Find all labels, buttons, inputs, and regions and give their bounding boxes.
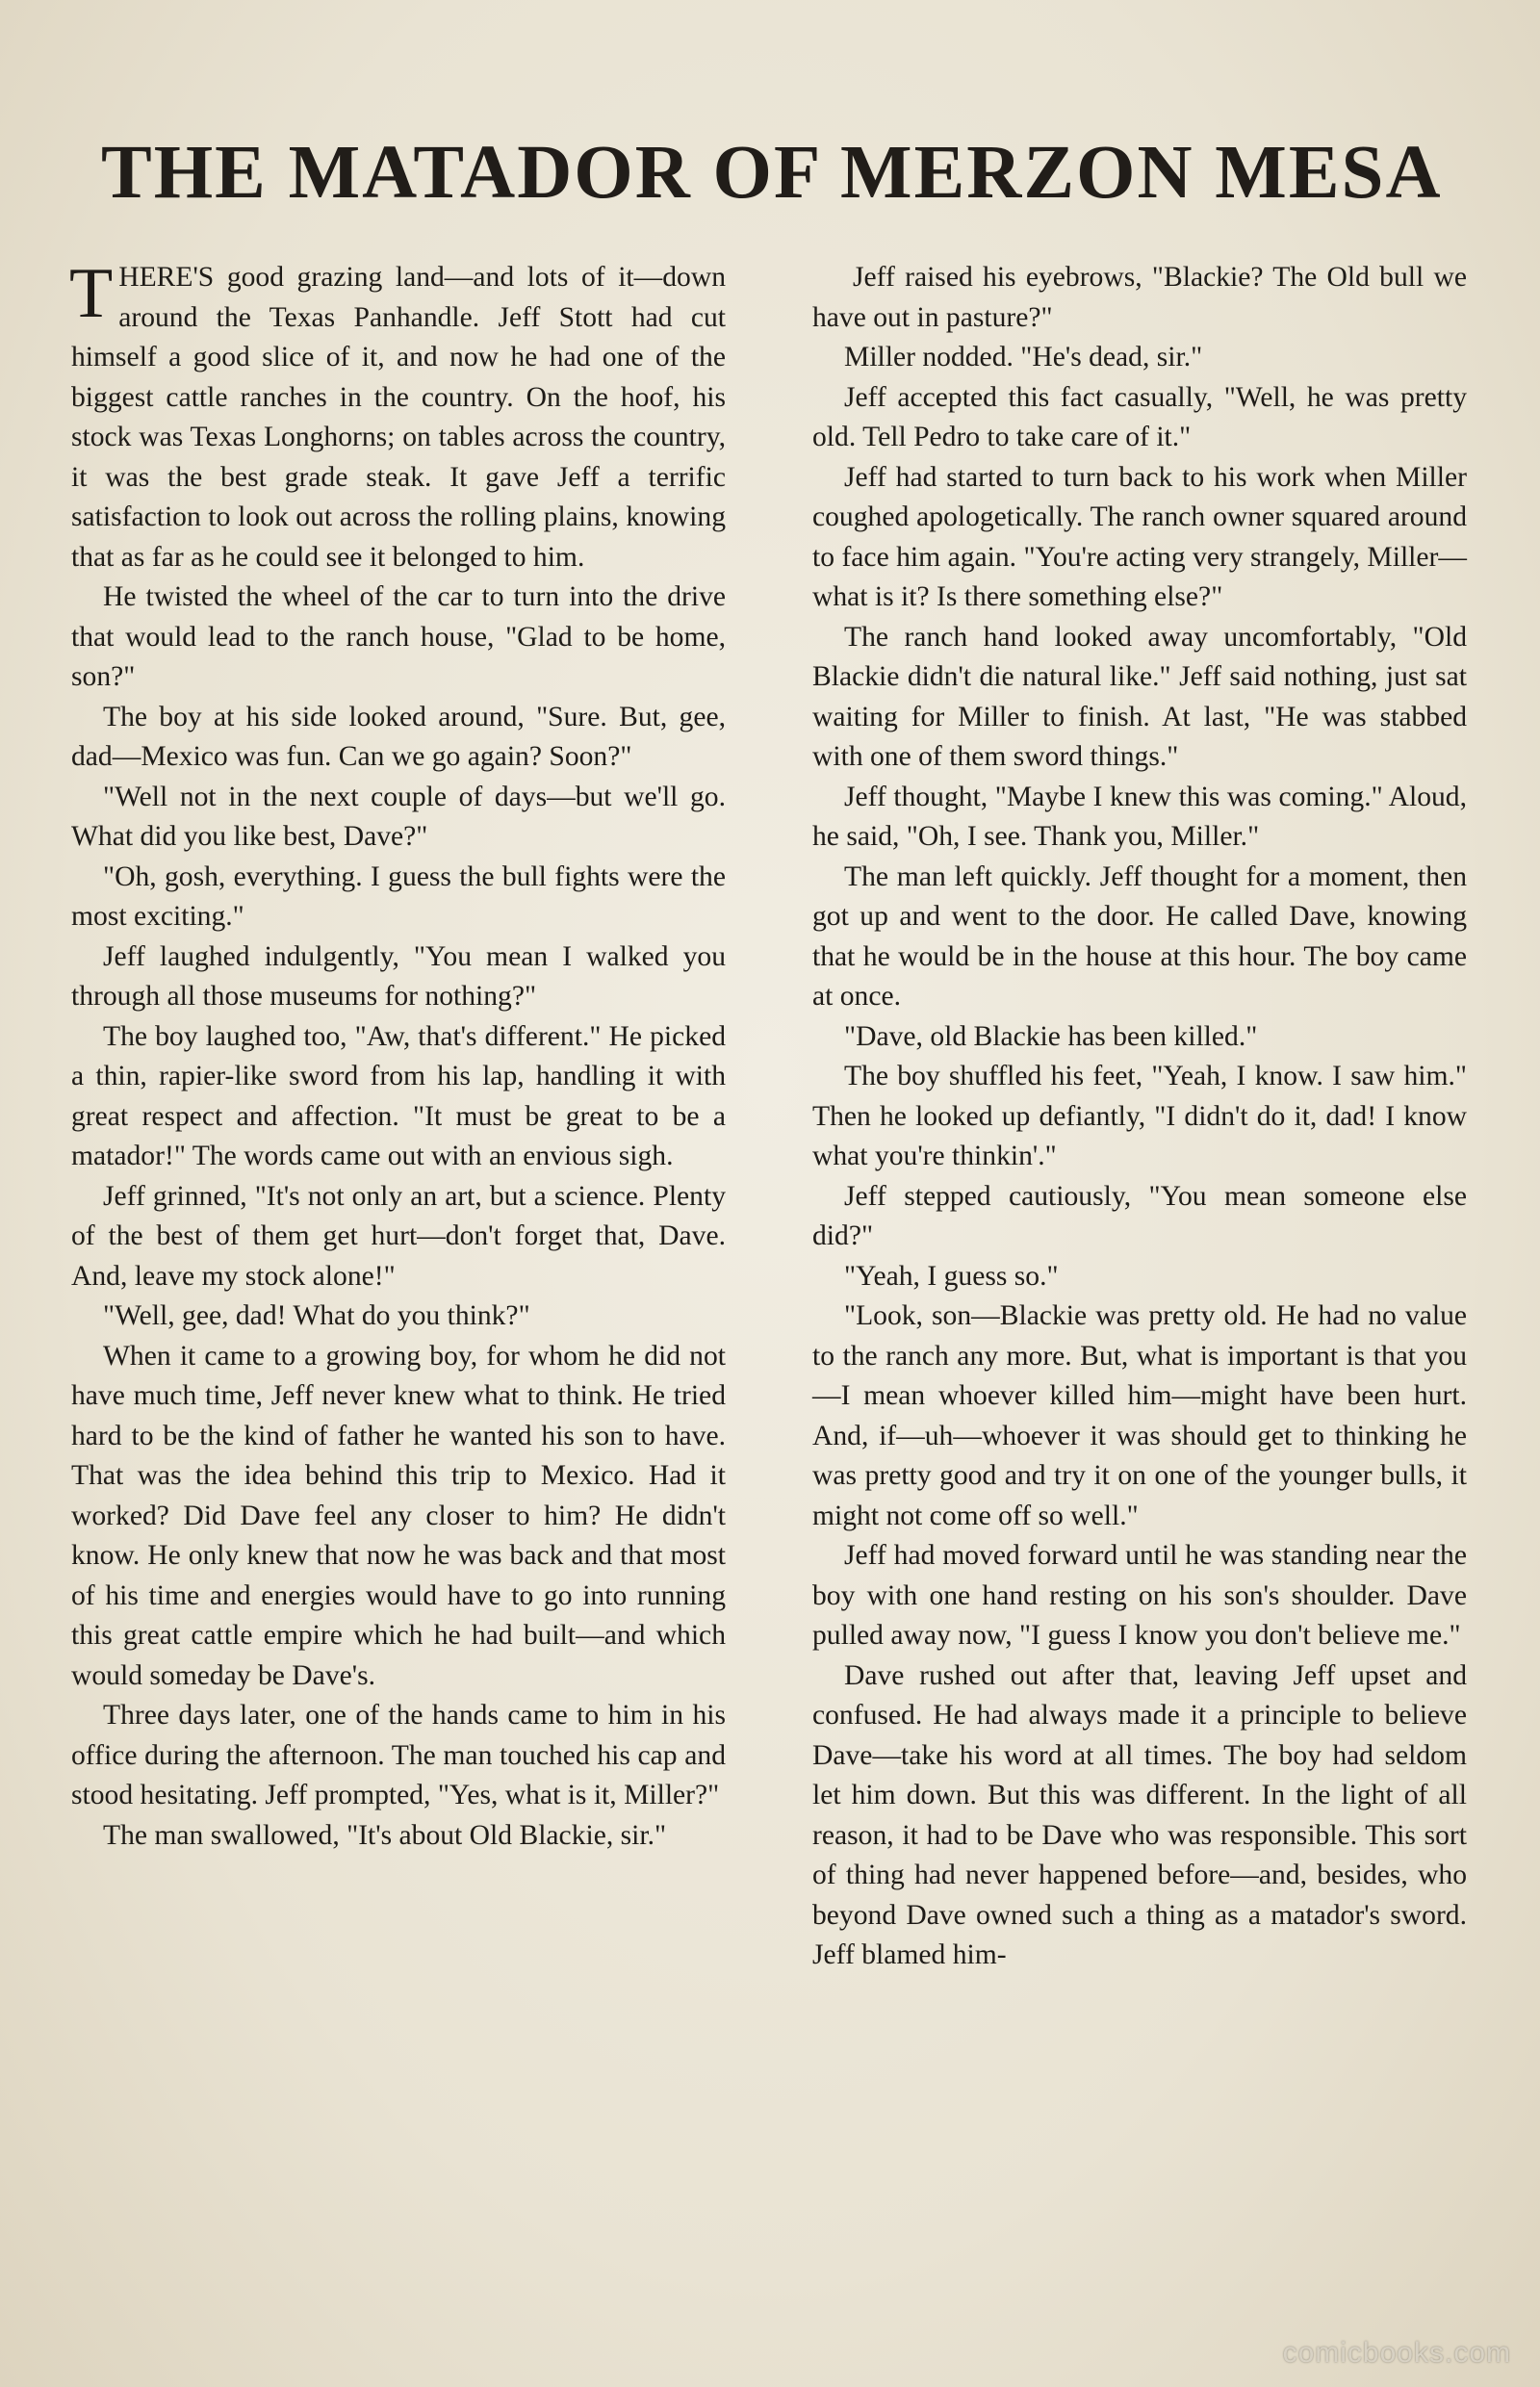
paragraph xyxy=(69,254,726,578)
paragraph: Jeff accepted this fact casually, "Well, he was pretty old. Tell Pedro to take care of it." xyxy=(812,381,1467,452)
paragraph: Miller nodded. "He's dead, sir." xyxy=(844,342,1203,372)
paragraph: The boy shuffled his feet, "Yeah, I know. I saw him." Then he looked up defiantly, "I didn't do it, dad! I know what you're thinkin'." xyxy=(812,1061,1467,1171)
paragraph: "Well not in the next couple of days—but we'll go. What did you like best, Dave?" xyxy=(71,781,726,852)
story-title: THE MATADOR OF MERZON MESA xyxy=(101,131,1443,215)
paragraph: Jeff raised his eyebrows, "Blackie? The Old bull we have out in pasture?" xyxy=(812,262,1467,333)
paragraph: Jeff stepped cautiously, "You mean someone else did?" xyxy=(812,1180,1467,1251)
drop-cap: T xyxy=(69,254,114,333)
paragraph: The ranch hand looked away uncomfortably, "Old Blackie didn't die natural like." Jeff said nothing, just sat waiting for Miller to finish. At last, "He was stabbed with one of them sword things." xyxy=(812,621,1467,772)
paragraph: The boy at his side looked around, "Sure. But, gee, dad—Mexico was fun. Can we go again? Soon?" xyxy=(71,701,726,772)
paragraph-text: HERE'S good grazing land—and lots of it—down around the Texas Panhandle. Jeff Stott had cut himself a good slice of it, and now he had one of the biggest cattle ranches in the country. On the hoof, his stock was Texas Longhorns; on tables across the country, it was the best grade steak. It gave Jeff a terrific satisfaction to look out across the rolling plains, knowing that as far as he could see it belonged to him. xyxy=(71,262,726,573)
paragraph: Jeff had started to turn back to his work when Miller coughed apologetically. The ranch owner squared around to face him again. "You're acting very strangely, Miller—what is it? Is there something else?" xyxy=(812,461,1467,612)
paragraph: "Look, son—Blackie was pretty old. He had no value to the ranch any more. But, what is important is that you—I mean whoever killed him—might have been hurt. And, if—uh—whoever it was should get to thinking he was pretty good and try it on one of the younger bulls, it might not come off so well." xyxy=(812,1300,1467,1531)
paragraph: Three days later, one of the hands came to him in his office during the afternoon. The man touched his cap and stood hesitating. Jeff prompted, "Yes, what is it, Miller?" xyxy=(71,1700,726,1810)
paragraph: He twisted the wheel of the car to turn into the drive that would lead to the ranch house, "Glad to be home, son?" xyxy=(71,581,726,692)
paragraph: "Well, gee, dad! What do you think?" xyxy=(103,1300,530,1331)
right-column xyxy=(812,258,1467,1976)
paragraph: Jeff laughed indulgently, "You mean I walked you through all those museums for nothing?" xyxy=(71,940,726,1012)
paragraph: "Oh, gosh, everything. I guess the bull fights were the most exciting." xyxy=(71,860,726,932)
paragraph: The man left quickly. Jeff thought for a moment, then got up and went to the door. He called Dave, knowing that he would be in the house at this hour. The boy came at once. xyxy=(812,860,1467,1012)
paragraph: Jeff had moved forward until he was standing near the boy with one hand resting on his son's shoulder. Dave pulled away now, "I guess I know you don't believe me." xyxy=(812,1540,1467,1651)
paragraph: Dave rushed out after that, leaving Jeff upset and confused. He had always made it a principle to believe Dave—take his word at all times. The boy had seldom let him down. But this was different. In the light of all reason, it had to be Dave who was responsible. This sort of thing had never happened before—and, besides, who beyond Dave owned such a thing as a matador's sword. Jeff blamed him- xyxy=(812,1659,1467,1970)
paragraph: When it came to a growing boy, for whom he did not have much time, Jeff never knew what to think. He tried hard to be the kind of father he wanted his son to have. That was the idea behind this trip to Mexico. Had it worked? Did Dave feel any closer to him? He didn't know. He only knew that now he was back and that most of his time and energies would have to go into running this great cattle empire which he had built—and which would someday be Dave's. xyxy=(71,1340,726,1691)
left-column xyxy=(69,254,726,1856)
paragraph: The man swallowed, "It's about Old Blackie, sir." xyxy=(103,1819,667,1851)
paragraph: "Yeah, I guess so." xyxy=(844,1260,1059,1292)
paragraph: "Dave, old Blackie has been killed." xyxy=(844,1020,1258,1052)
paragraph: Jeff grinned, "It's not only an art, but a science. Plenty of the best of them get hurt—don't forget that, Dave. And, leave my stock alone!" xyxy=(71,1180,726,1292)
paragraph: The boy laughed too, "Aw, that's different." He picked a thin, rapier-like sword from his lap, handling it with great respect and affection. "It must be great to be a matador!" The words came out with an envious sigh. xyxy=(71,1020,726,1171)
watermark: comicbooks.com xyxy=(1282,2337,1511,2369)
paragraph: Jeff thought, "Maybe I knew this was coming." Aloud, he said, "Oh, I see. Thank you, Miller." xyxy=(812,781,1467,852)
